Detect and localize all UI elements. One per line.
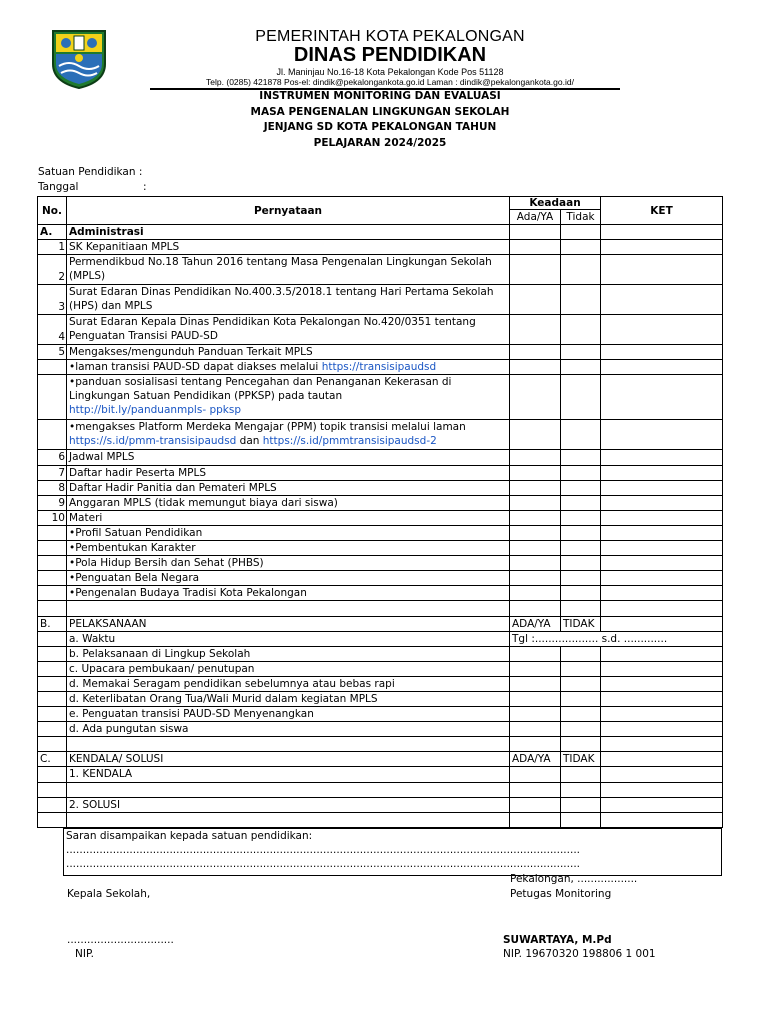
- row-number: 6: [38, 450, 67, 465]
- check-tidak[interactable]: [561, 240, 601, 255]
- ket-cell[interactable]: [601, 691, 723, 706]
- row-number: 2: [38, 255, 67, 285]
- ket-cell[interactable]: [601, 767, 723, 782]
- table-row: [38, 661, 723, 676]
- table-row: [38, 541, 723, 556]
- section-c-label: C.: [38, 752, 67, 767]
- table-row: [38, 797, 723, 812]
- table-row: [38, 525, 723, 540]
- row-number: 7: [38, 465, 67, 480]
- section-c-tidak: TIDAK: [561, 752, 601, 767]
- right-nip: NIP. 19670320 198806 1 001: [503, 948, 656, 960]
- agency-address: Jl. Maninjau No.16-18 Kota Pekalongan Kode Pos 51128: [276, 67, 504, 77]
- section-a-label: A.: [38, 225, 67, 240]
- check-tidak[interactable]: [561, 661, 601, 676]
- table-row: [38, 255, 723, 285]
- check-ada[interactable]: [510, 556, 561, 571]
- row-statement: Permendikbud No.18 Tahun 2016 tentang Masa Pengenalan Lingkungan Sekolah (MPLS): [67, 255, 510, 285]
- header-tidak: Tidak: [561, 210, 601, 225]
- left-signer-name: ................................: [67, 934, 174, 946]
- table-row: [38, 646, 723, 661]
- agency-contact: Telp. (0285) 421878 Pos-el: dindik@pekalongankota.go.id Laman : dindik@pekalongankota.go.id/: [206, 77, 574, 87]
- check-tidak[interactable]: [561, 646, 601, 661]
- section-c-row: [38, 752, 723, 767]
- ket-cell[interactable]: [601, 225, 723, 240]
- check-tidak[interactable]: [561, 450, 601, 465]
- section-b-ada: ADA/YA: [510, 616, 561, 631]
- check-tidak[interactable]: [561, 571, 601, 586]
- row-statement: Surat Edaran Dinas Pendidikan No.400.3.5/2018.1 tentang Hari Pertama Sekolah (HPS) dan MPLS: [67, 285, 510, 315]
- row-statement: Materi: [67, 510, 510, 525]
- saran-label: Saran disampaikan kepada satuan pendidikan:: [66, 830, 313, 842]
- check-ada[interactable]: [510, 541, 561, 556]
- table-row: [38, 812, 723, 827]
- check-ada[interactable]: [510, 646, 561, 661]
- row-number: 8: [38, 480, 67, 495]
- check-tidak[interactable]: [561, 601, 601, 616]
- check-ada[interactable]: [510, 480, 561, 495]
- check-tidak[interactable]: [561, 586, 601, 601]
- ket-cell[interactable]: [601, 782, 723, 797]
- check-ada[interactable]: [510, 465, 561, 480]
- table-row: [38, 782, 723, 797]
- table-row: [38, 240, 723, 255]
- row-statement: e. Penguatan transisi PAUD-SD Menyenangkan: [67, 707, 510, 722]
- monitoring-table: [37, 196, 723, 828]
- city-emblem-icon: [50, 28, 108, 90]
- ket-cell[interactable]: [601, 510, 723, 525]
- ket-cell[interactable]: [601, 676, 723, 691]
- table-row: [38, 767, 723, 782]
- letterhead: [0, 0, 768, 96]
- ket-cell[interactable]: [601, 661, 723, 676]
- satuan-pendidikan-label: Satuan Pendidikan :: [38, 166, 143, 178]
- row-statement: b. Pelaksanaan di Lingkup Sekolah: [67, 646, 510, 661]
- saran-line-1: ..........................................................................................................................................................: [66, 844, 580, 856]
- ket-cell[interactable]: [601, 525, 723, 540]
- tanggal-colon: :: [143, 181, 147, 193]
- ket-cell[interactable]: [601, 360, 723, 375]
- ket-cell[interactable]: [601, 420, 723, 450]
- check-tidak[interactable]: [561, 495, 601, 510]
- ket-cell[interactable]: [601, 495, 723, 510]
- ket-cell[interactable]: [601, 465, 723, 480]
- tanggal-label: Tanggal: [38, 181, 79, 193]
- row-statement: d. Keterlibatan Orang Tua/Wali Murid dalam kegiatan MPLS: [67, 691, 510, 706]
- check-tidak[interactable]: [561, 556, 601, 571]
- ket-cell[interactable]: [601, 812, 723, 827]
- row-number: 1: [38, 240, 67, 255]
- check-ada[interactable]: [510, 315, 561, 345]
- ket-cell[interactable]: [601, 480, 723, 495]
- doc-title-line-2: MASA PENGENALAN LINGKUNGAN SEKOLAH: [250, 106, 510, 118]
- sub-item-laman: •laman transisi PAUD-SD dapat diakses melalui https://transisipaudsd: [67, 360, 510, 375]
- table-row: [38, 510, 723, 525]
- agency-name: DINAS PENDIDIKAN: [293, 44, 487, 66]
- section-a-row: [38, 225, 723, 240]
- check-tidak[interactable]: [561, 676, 601, 691]
- row-statement: d. Ada pungutan siswa: [67, 722, 510, 737]
- row-statement: d. Memakai Seragam pendidikan sebelumnya atau bebas rapi: [67, 676, 510, 691]
- header-keadaan: Keadaan: [510, 197, 601, 210]
- row-statement: c. Upacara pembukaan/ penutupan: [67, 661, 510, 676]
- check-tidak[interactable]: [561, 782, 601, 797]
- row-number: 4: [38, 315, 67, 345]
- check-ada[interactable]: [510, 375, 561, 420]
- row-statement: Jadwal MPLS: [67, 450, 510, 465]
- materi-item: •Penguatan Bela Negara: [67, 571, 510, 586]
- check-tidak[interactable]: [561, 315, 601, 345]
- table-row: [38, 722, 723, 737]
- ket-cell[interactable]: [601, 737, 723, 752]
- check-ada[interactable]: [510, 691, 561, 706]
- waktu-field[interactable]: Tgl :................... s.d. .............: [510, 631, 723, 646]
- table-row: [38, 601, 723, 616]
- table-row: [38, 375, 723, 420]
- section-b-tidak: TIDAK: [561, 616, 601, 631]
- row-number: 10: [38, 510, 67, 525]
- link-panduan-ppksp[interactable]: http://bit.ly/panduanmpls- ppksp: [69, 404, 241, 417]
- section-c-ada: ADA/YA: [510, 752, 561, 767]
- check-ada[interactable]: [510, 345, 561, 360]
- check-tidak[interactable]: [561, 691, 601, 706]
- ket-cell[interactable]: [601, 450, 723, 465]
- table-row: [38, 676, 723, 691]
- ket-cell[interactable]: [601, 240, 723, 255]
- check-tidak[interactable]: [561, 707, 601, 722]
- ket-cell[interactable]: [601, 375, 723, 420]
- link-pmm-2[interactable]: https://s.id/pmmtransisipaudsd-2: [262, 435, 437, 448]
- row-number: 3: [38, 285, 67, 315]
- check-ada[interactable]: [510, 420, 561, 450]
- check-tidak[interactable]: [561, 255, 601, 285]
- saran-box[interactable]: [63, 828, 722, 876]
- check-tidak[interactable]: [561, 480, 601, 495]
- check-tidak[interactable]: [561, 812, 601, 827]
- check-ada[interactable]: [510, 495, 561, 510]
- check-ada[interactable]: [510, 510, 561, 525]
- left-nip: NIP.: [75, 948, 94, 960]
- table-row: [38, 631, 723, 646]
- section-b-row: [38, 616, 723, 631]
- materi-item: •Pembentukan Karakter: [67, 541, 510, 556]
- table-row: [38, 345, 723, 360]
- row-statement: Anggaran MPLS (tidak memungut biaya dari siswa): [67, 495, 510, 510]
- check-tidak[interactable]: [561, 225, 601, 240]
- materi-item: •Profil Satuan Pendidikan: [67, 525, 510, 540]
- table-row: [38, 707, 723, 722]
- row-statement: Mengakses/mengunduh Panduan Terkait MPLS: [67, 345, 510, 360]
- ket-cell[interactable]: [601, 541, 723, 556]
- check-tidak[interactable]: [561, 722, 601, 737]
- row-statement: Daftar hadir Peserta MPLS: [67, 465, 510, 480]
- header-no: No.: [38, 197, 67, 225]
- header-ket: KET: [601, 197, 723, 225]
- check-ada[interactable]: [510, 450, 561, 465]
- place-date: Pekalongan, ..................: [510, 873, 638, 885]
- check-ada[interactable]: [510, 255, 561, 285]
- check-ada[interactable]: [510, 285, 561, 315]
- check-tidak[interactable]: [561, 510, 601, 525]
- doc-title-line-4: PELAJARAN 2024/2025: [313, 137, 447, 149]
- check-tidak[interactable]: [561, 285, 601, 315]
- government-name: PEMERINTAH KOTA PEKALONGAN: [255, 28, 525, 45]
- row-statement: a. Waktu: [67, 631, 510, 646]
- ket-cell[interactable]: [601, 707, 723, 722]
- row-statement: 2. SOLUSI: [67, 797, 510, 812]
- ket-cell[interactable]: [601, 255, 723, 285]
- row-statement: Daftar Hadir Panitia dan Pemateri MPLS: [67, 480, 510, 495]
- check-tidak[interactable]: [561, 797, 601, 812]
- sub-item-ppksp: •panduan sosialisasi tentang Pencegahan dan Penanganan Kekerasan di Lingkungan Satuan Pendidikan (PPKSP) pada tautan http://bit.ly/panduanmpls- ppksp: [67, 375, 510, 420]
- table-row: [38, 495, 723, 510]
- table-row: [38, 586, 723, 601]
- check-ada[interactable]: [510, 360, 561, 375]
- check-ada[interactable]: [510, 240, 561, 255]
- ket-cell[interactable]: [601, 797, 723, 812]
- ket-cell[interactable]: [601, 571, 723, 586]
- materi-item: •Pengenalan Budaya Tradisi Kota Pekalongan: [67, 586, 510, 601]
- check-ada[interactable]: [510, 225, 561, 240]
- ket-cell[interactable]: [601, 556, 723, 571]
- section-c-title: KENDALA/ SOLUSI: [67, 752, 510, 767]
- ket-cell[interactable]: [601, 646, 723, 661]
- check-tidak[interactable]: [561, 360, 601, 375]
- table-row: [38, 691, 723, 706]
- check-ada[interactable]: [510, 782, 561, 797]
- doc-title-line-3: JENJANG SD KOTA PEKALONGAN TAHUN: [263, 121, 497, 133]
- table-header-row: [38, 197, 723, 210]
- header-pernyataan: Pernyataan: [67, 197, 510, 225]
- ket-cell[interactable]: [601, 722, 723, 737]
- check-tidak[interactable]: [561, 767, 601, 782]
- table-row: [38, 360, 723, 375]
- section-b-title: PELAKSANAAN: [67, 616, 510, 631]
- row-number: 9: [38, 495, 67, 510]
- ket-cell[interactable]: [601, 601, 723, 616]
- check-tidak[interactable]: [561, 541, 601, 556]
- link-transisipaudsd[interactable]: https://transisipaudsd: [321, 361, 437, 374]
- doc-title-line-1: INSTRUMEN MONITORING DAN EVALUASI: [259, 90, 501, 102]
- check-ada[interactable]: [510, 676, 561, 691]
- section-b-label: B.: [38, 616, 67, 631]
- check-tidak[interactable]: [561, 420, 601, 450]
- check-tidak[interactable]: [561, 375, 601, 420]
- check-ada[interactable]: [510, 525, 561, 540]
- check-ada[interactable]: [510, 707, 561, 722]
- table-row: [38, 450, 723, 465]
- link-pmm-1[interactable]: https://s.id/pmm-transisipaudsd: [69, 435, 237, 448]
- header-ada: Ada/YA: [510, 210, 561, 225]
- check-ada[interactable]: [510, 571, 561, 586]
- ket-cell[interactable]: [601, 285, 723, 315]
- row-statement: 1. KENDALA: [67, 767, 510, 782]
- check-ada[interactable]: [510, 601, 561, 616]
- section-a-title: Administrasi: [67, 225, 510, 240]
- check-ada[interactable]: [510, 797, 561, 812]
- check-ada[interactable]: [510, 722, 561, 737]
- table-row: [38, 737, 723, 752]
- ket-cell[interactable]: [601, 315, 723, 345]
- check-ada[interactable]: [510, 737, 561, 752]
- check-tidak[interactable]: [561, 345, 601, 360]
- check-tidak[interactable]: [561, 737, 601, 752]
- row-statement: Surat Edaran Kepala Dinas Pendidikan Kota Pekalongan No.420/0351 tentang Penguatan Transisi PAUD-SD: [67, 315, 510, 345]
- ket-cell[interactable]: [601, 345, 723, 360]
- table-row: [38, 571, 723, 586]
- check-ada[interactable]: [510, 586, 561, 601]
- check-tidak[interactable]: [561, 465, 601, 480]
- right-role: Petugas Monitoring: [510, 888, 612, 900]
- ket-cell[interactable]: [601, 586, 723, 601]
- check-ada[interactable]: [510, 767, 561, 782]
- table-row: [38, 465, 723, 480]
- table-row: [38, 480, 723, 495]
- sub-item-pmm: •mengakses Platform Merdeka Mengajar (PPM) topik transisi melalui laman https://s.id/pmm-transisipaudsd dan https://s.id/pmmtransisipaudsd-2: [67, 420, 510, 450]
- row-statement: SK Kepanitiaan MPLS: [67, 240, 510, 255]
- table-row: [38, 556, 723, 571]
- left-role: Kepala Sekolah,: [67, 888, 151, 900]
- check-ada[interactable]: [510, 661, 561, 676]
- table-row: [38, 285, 723, 315]
- row-number: 5: [38, 345, 67, 360]
- table-row: [38, 420, 723, 450]
- saran-line-2: ..........................................................................................................................................................: [66, 858, 580, 870]
- check-ada[interactable]: [510, 812, 561, 827]
- check-tidak[interactable]: [561, 525, 601, 540]
- right-signer-name: SUWARTAYA, M.Pd: [503, 934, 612, 946]
- materi-item: •Pola Hidup Bersih dan Sehat (PHBS): [67, 556, 510, 571]
- table-row: [38, 315, 723, 345]
